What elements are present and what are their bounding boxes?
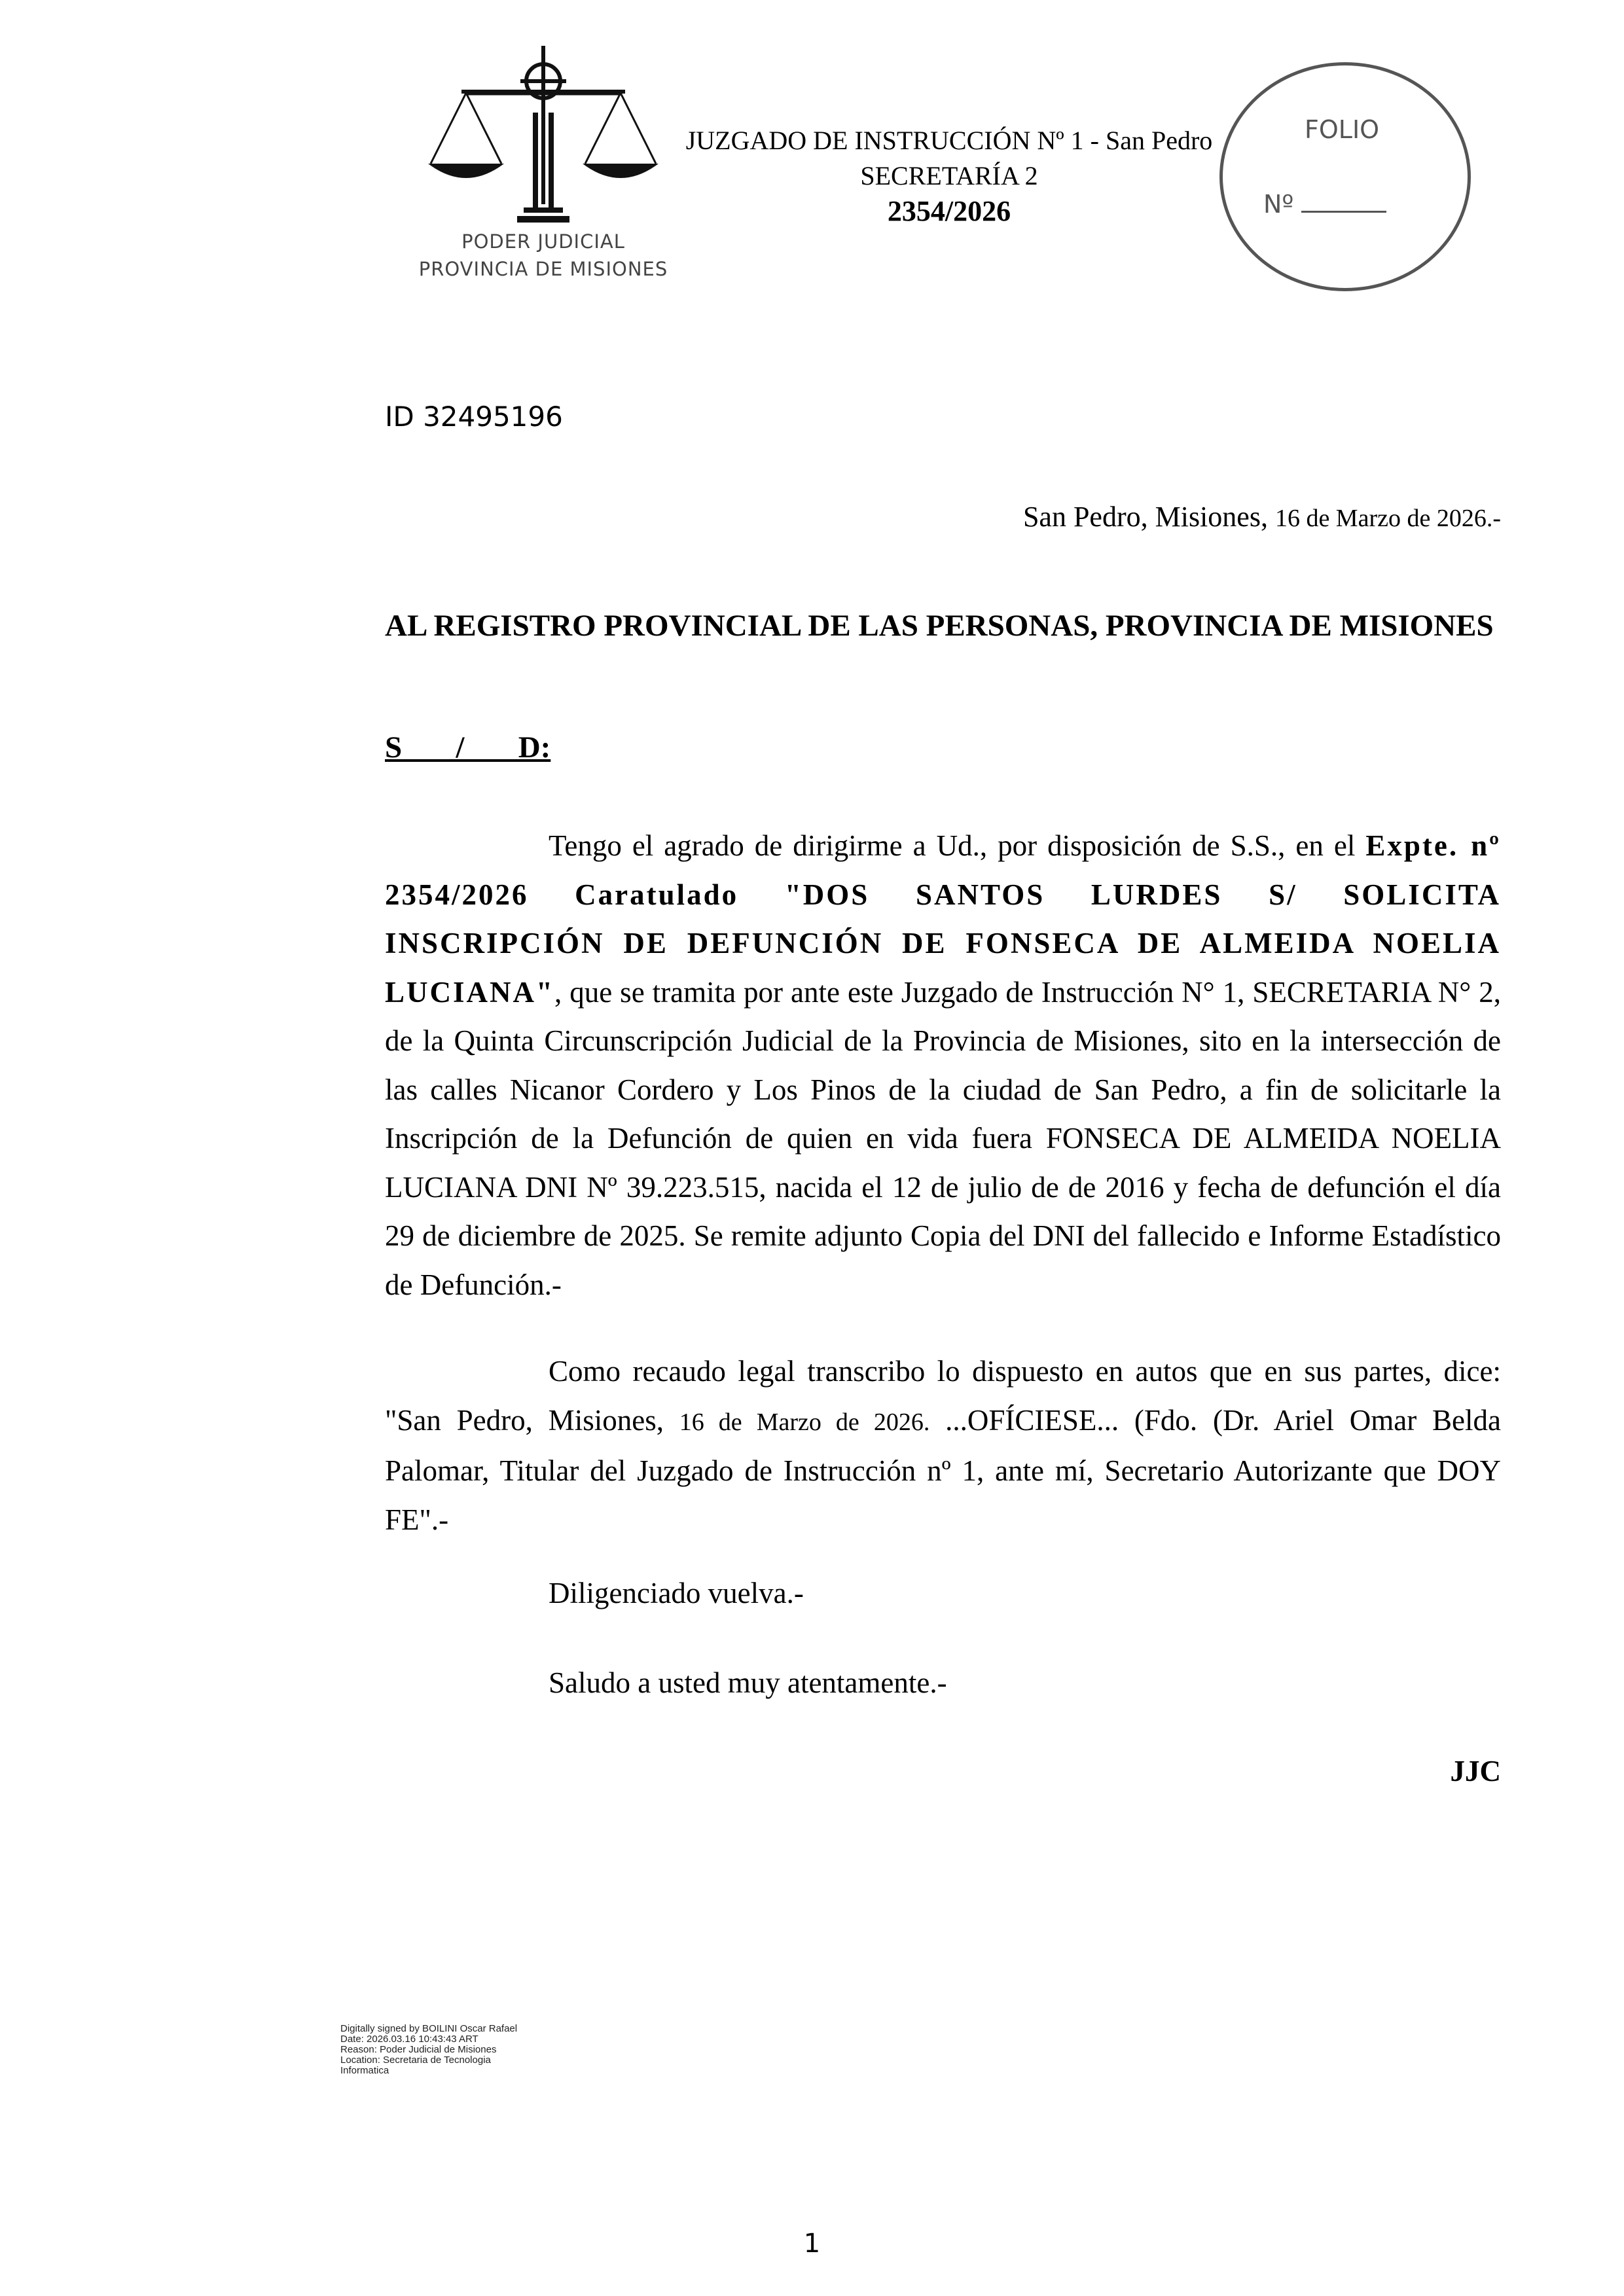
place: San Pedro, Misiones, — [1022, 501, 1275, 533]
folio-number-field — [1263, 190, 1386, 219]
digital-signature — [340, 2024, 602, 2076]
court-name: JUZGADO DE INSTRUCCIÓN Nº 1 - San Pedro — [685, 126, 1213, 155]
folio-stamp — [1219, 62, 1471, 291]
logo-text-line2: PROVINCIA DE MISIONES — [418, 258, 668, 280]
initials: JJC — [1450, 1755, 1501, 1787]
logo-text-line1: PODER JUDICIAL — [461, 230, 625, 253]
folio-number-label: Nº — [1263, 190, 1294, 219]
secretariat: SECRETARÍA 2 — [860, 161, 1038, 190]
paragraph1-intro: Tengo el agrado de dirigirme a Ud., por disposición de S.S., en el — [549, 829, 1366, 862]
signature-line1: Digitally signed by BOILINI Oscar Rafael — [340, 2023, 518, 2034]
scales-of-justice-icon — [425, 41, 661, 230]
document-id: ID 32495196 — [385, 401, 563, 433]
sd-salutation: S / D: — [385, 730, 551, 764]
paragraph1-rest: , que se tramita por ante este Juzgado de Instrucción N° 1, SECRETARIA N° 2, de la Quinta Circunscripción Judicial de la Provincia de Misiones, sito en la intersección de las calles Nicanor Cordero y Los Pinos de la ciudad de San Pedro, a fin de solicitarle la Inscripción de la Defunción de quien en vida fuera FONSECA DE ALMEIDA NOELIA LUCIANA DNI Nº 39.223.515, nacida el 12 de julio de de 2016 y fecha de defunción el día 29 de diciembre de 2025. Se remite adjunto Copia del DNI del fallecido e Informe Estadístico de Defunción.- — [385, 975, 1501, 1301]
closing-diligenciado: Diligenciado vuelva.- — [549, 1577, 804, 1609]
transcription-paragraph — [385, 1347, 1501, 1544]
signature-line2: Date: 2026.03.16 10:43:43 ART — [340, 2034, 478, 2045]
signature-line4: Location: Secretaria de Tecnologia — [340, 2054, 491, 2066]
court-header — [641, 123, 1257, 229]
paragraph2-part2: ...OFÍCIESE... (Fdo. (Dr. Ariel Omar Belda Palomar, Titular del Juzgado de Instrucción nº 1, ante mí, Secretario Autorizante que DOY FE".- — [385, 1403, 1501, 1536]
closing-saludo: Saludo a usted muy atentamente.- — [549, 1666, 947, 1699]
folio-label: FOLIO — [1305, 115, 1380, 144]
page-number: 1 — [803, 2229, 821, 2259]
case-caption: Expte. nº 2354/2026 Caratulado "DOS SANTOS LURDES S/ SOLICITA INSCRIPCIÓN DE DEFUNCIÓN DE FONSECA DE ALMEIDA NOELIA LUCIANA" — [385, 829, 1501, 1009]
date: 16 de Marzo de 2026.- — [1274, 505, 1501, 532]
folio-number-blank — [1301, 211, 1386, 213]
case-number: 2354/2026 — [887, 195, 1011, 227]
signature-line5: Informatica — [340, 2065, 389, 2076]
signature-line3: Reason: Poder Judicial de Misiones — [340, 2044, 497, 2055]
place-date — [1023, 500, 1501, 533]
paragraph2-part1: Como recaudo legal transcribo lo dispuesto en autos que en sus partes, dice: "San Pedro, Misiones, — [385, 1355, 1501, 1437]
addressee: AL REGISTRO PROVINCIAL DE LAS PERSONAS, PROVINCIA DE MISIONES — [385, 609, 1494, 643]
paragraph2-date: 16 de Marzo de 2026. — [679, 1408, 930, 1436]
main-paragraph — [385, 821, 1501, 1309]
judicial-logo — [406, 41, 681, 289]
